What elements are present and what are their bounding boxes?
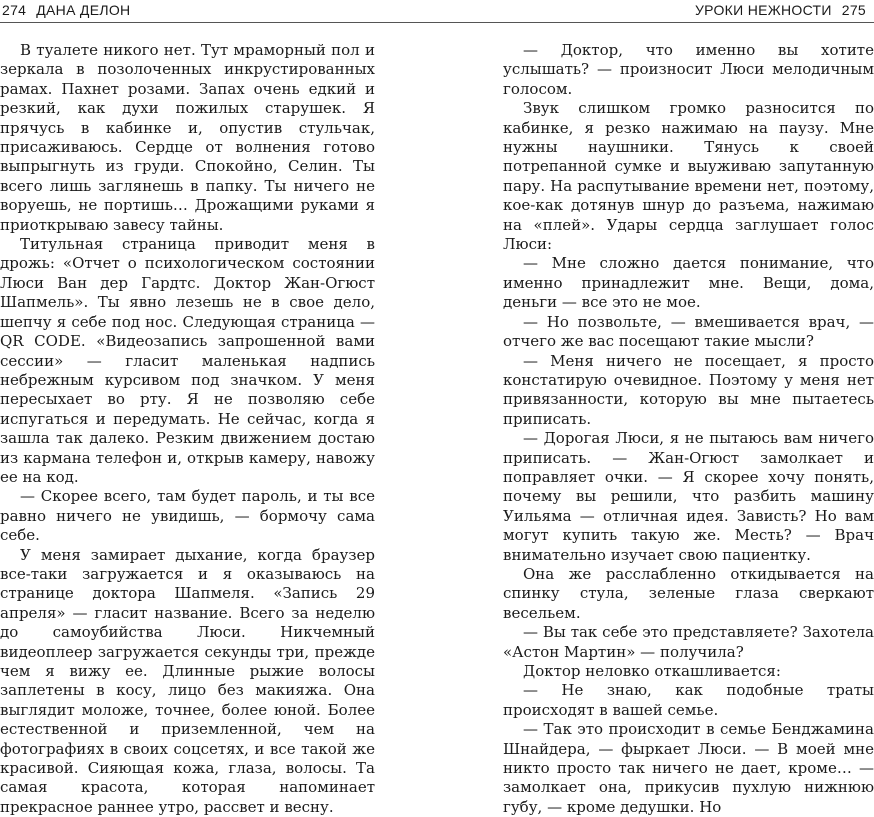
paragraph: В туалете никого нет. Тут мраморный пол и зеркала в позолоченных инкрустированных рамах. Пахнет розами. Запах очень едкий и резкий, как духи пожилых старушек. Я прячусь в кабинке и, опустив стульчак, присаживаюсь. Сердце от волнения готово выпрыгнуть из груди. Спокойно, Селин. Ты всего лишь заглянешь в папку. Ты ничего не воруешь, не портишь… Дрожащими руками я приоткрываю завесу тайны. [0, 41, 375, 234]
paragraph: У меня замирает дыхание, когда браузер все-таки загружается и я оказываюсь на странице доктора Шапмеля. «Запись 29 апреля» — гласит название. Всего за неделю до самоубийства Люси. Никчемный видеоплеер загружается секунды три, прежде чем я вижу ее. Длинные рыжие волосы заплетены в косу, лицо без макияжа. Она выглядит моложе, точнее, более юной. Более естественной и приземленной, чем на фотографиях в своих соцсетях, и все такой же красивой. Сияющая кожа, глаза, волосы. Та самая красота, которая напоминает прекрасное раннее утро, рассвет и весну. [0, 545, 375, 816]
paragraph: — Меня ничего не посещает, я просто констатирую очевидное. Поэтому у меня нет привязанности, которую вы мне пытаетесь приписать. [503, 351, 874, 428]
left-running-head [2, 2, 130, 18]
paragraph: — Скорее всего, там будет пароль, и ты все равно ничего не увидишь, — бормочу сама себе. [0, 487, 375, 545]
left-running-title: ДАНА ДЕЛОН [36, 2, 131, 18]
paragraph: Доктор неловко откашливается: [523, 662, 781, 680]
paragraph: — Дорогая Люси, я не пытаюсь вам ничего приписать. — Жан-Огюст замолкает и поправляет очки. — Я скорее хочу понять, почему вы решили, что разбить машину Уильяма — отличная идея. Зависть? Но вам могут купить такую же. Месть? — Врач внимательно изучает свою пациентку. [503, 429, 874, 564]
right-page-number: 275 [841, 2, 866, 18]
left-page-body [0, 41, 375, 817]
paragraph: Титульная страница приводит меня в дрожь: «Отчет о психологическом состоянии Люси Ван дер Гардтс. Доктор Жан-Огюст Шапмель». Ты явно лезешь не в свое дело, шепчу я себе под нос. Следующая страница — QR CODE. «Видеозапись запрошенной вами сессии» — гласит маленькая надпись небрежным курсивом под значком. У меня пересыхает во рту. Я не позволяю себе испугаться и передумать. Не сейчас, когда я зашла так далеко. Резким движением достаю из кармана телефон и, открыв камеру, навожу ее на код. [0, 235, 375, 486]
paragraph: Она же расслабленно откидывается на спинку стула, зеленые глаза сверкают весельем. [503, 564, 874, 622]
paragraph: — Так это происходит в семье Бенджамина Шнайдера, — фыркает Люси. — В моей мне никто просто так ничего не дает, кроме… — замолкает она, прикусив пухлую нижнюю губу, — кроме дедушки. Но [503, 720, 874, 816]
left-page-number: 274 [2, 2, 27, 18]
paragraph: — Не знаю, как подобные траты происходят в вашей семье. [503, 681, 874, 719]
right-page-body [503, 41, 874, 817]
paragraph: — Вы так себе это представляете? Захотела «Астон Мартин» — получила? [503, 623, 874, 661]
paragraph: — Мне сложно дается понимание, что именно принадлежит мне. Вещи, дома, деньги — все это не мое. [503, 254, 874, 312]
right-running-head [695, 2, 866, 18]
paragraph: — Но позвольте, — вмешивается врач, — отчего же вас посещают такие мысли? [503, 312, 874, 351]
paragraph: Звук слишком громко разносится по кабинке, я резко нажимаю на паузу. Мне нужны наушники. Тянусь к своей потрепанной сумке и выуживаю запутанную пару. На распутывание времени нет, поэтому, кое-как дотянув шнур до разъема, нажимаю на «плей». Удары сердца заглушает голос Люси: [503, 99, 874, 254]
paragraph: — Доктор, что именно вы хотите услышать? — произносит Люси мелодичным голосом. [503, 41, 874, 98]
page-header [0, 0, 874, 23]
right-running-title: УРОКИ НЕЖНОСТИ [694, 2, 832, 18]
